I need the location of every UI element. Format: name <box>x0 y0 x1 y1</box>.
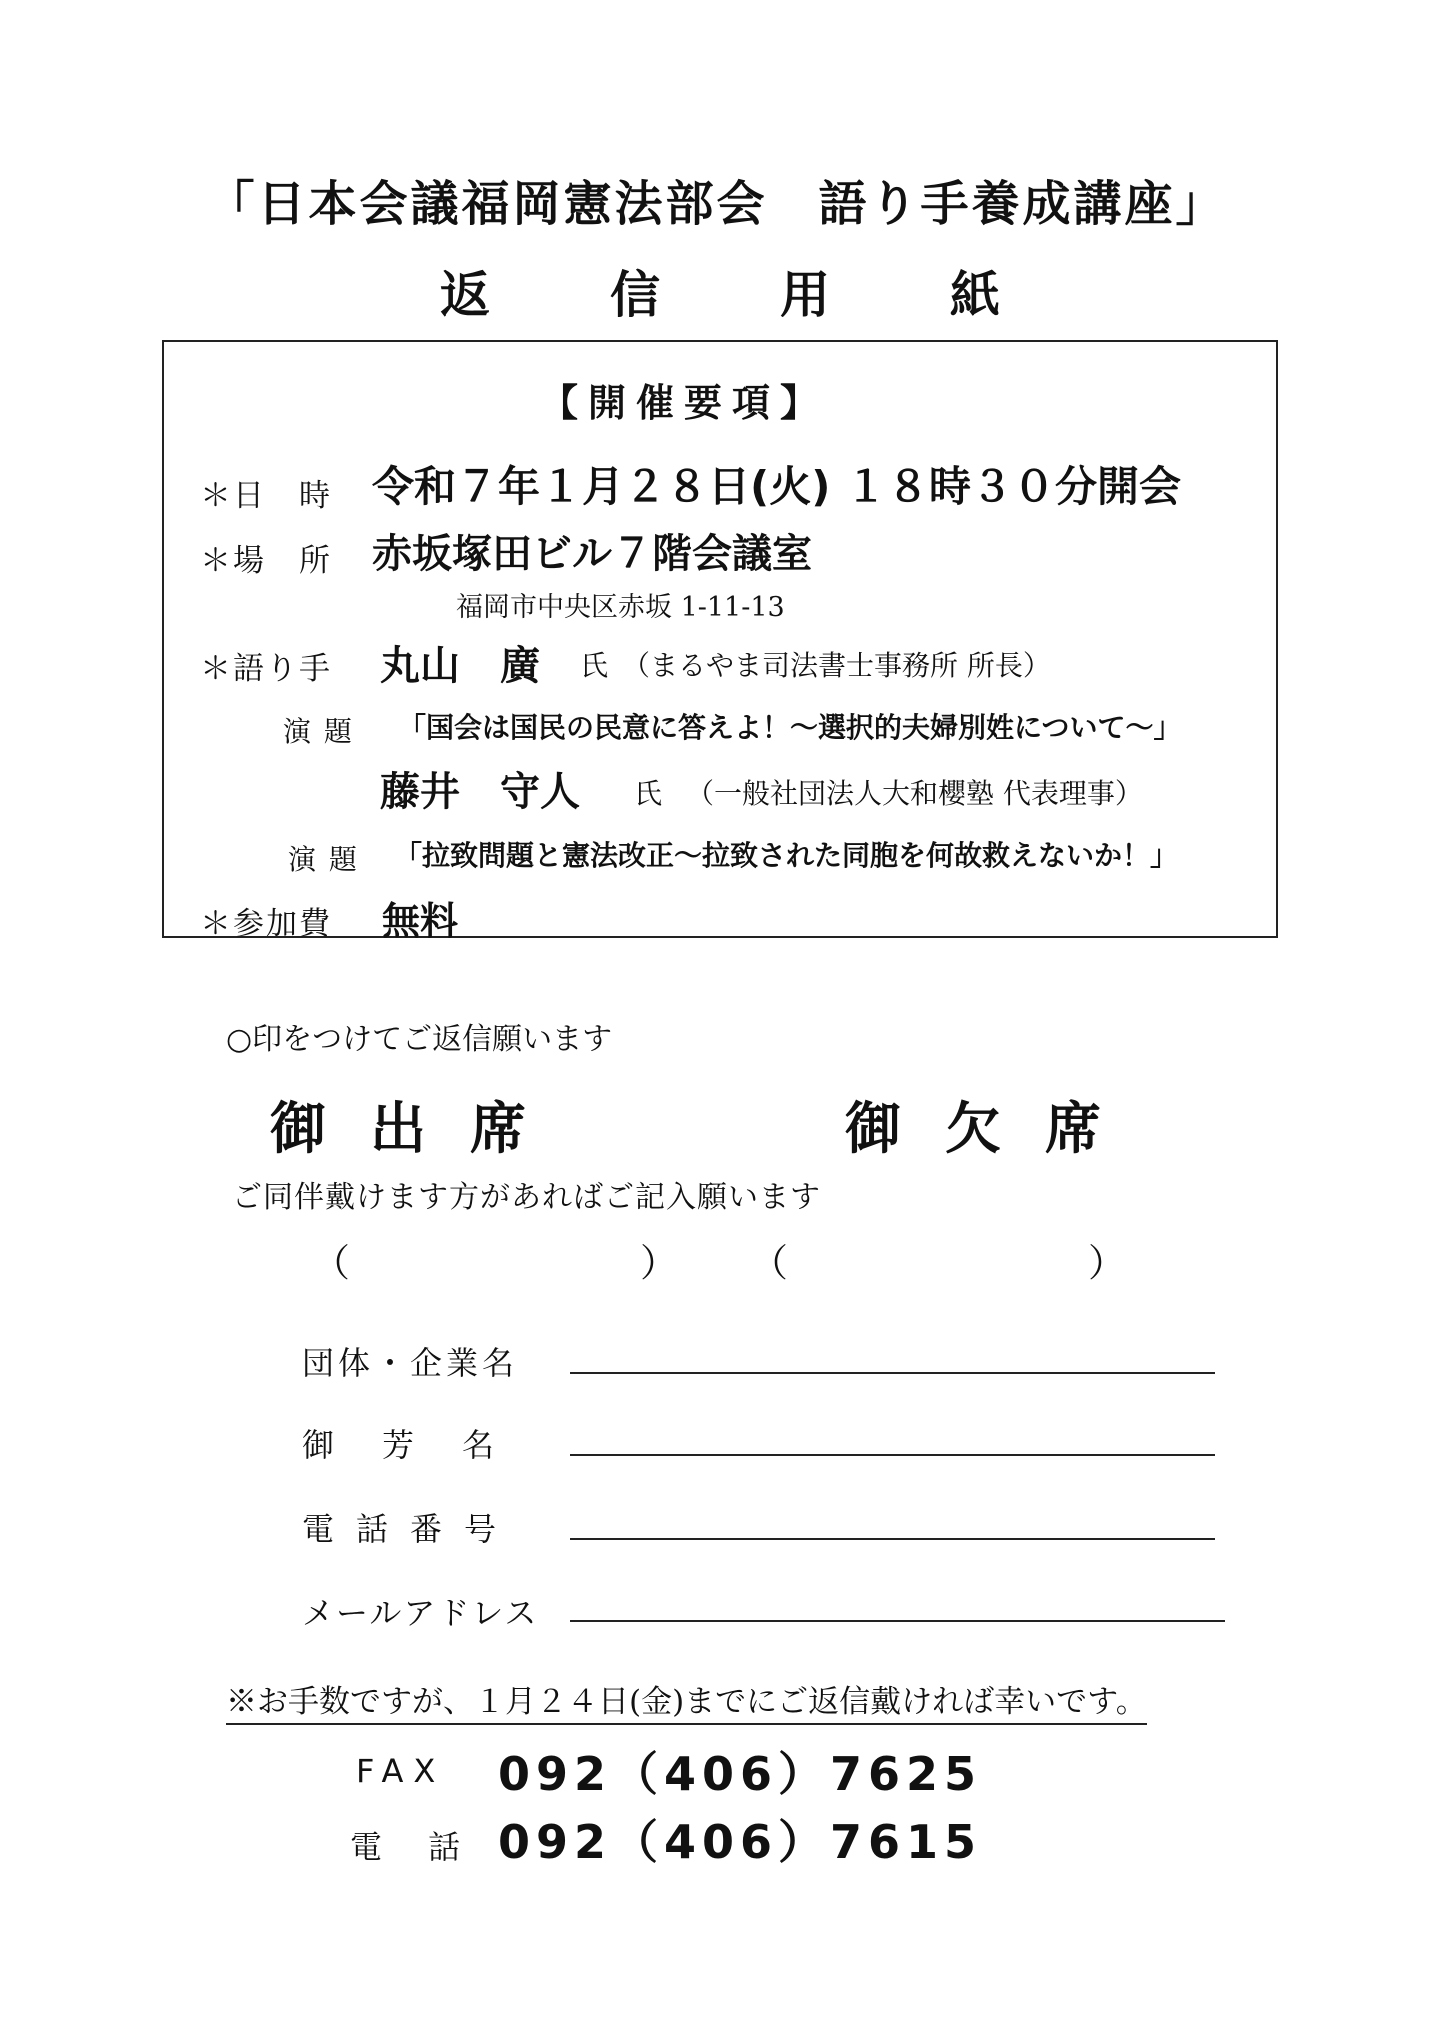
speaker1-suffix: 氏 <box>580 649 609 682</box>
companion-note: ご同伴戴けます方があればご記入願います <box>232 1180 821 1215</box>
fax-number: 092（406）7625 <box>498 1747 983 1801</box>
tel-label: 電 話 <box>350 1828 479 1866</box>
phone-label: 電話番号 <box>302 1510 519 1548</box>
absent-option[interactable]: 御欠席 <box>845 1096 1145 1162</box>
name-label: 御芳名 <box>302 1426 543 1464</box>
topic1-value: 「国会は国民の民意に答えよ！～選択的夫婦別姓について～」 <box>398 711 1182 744</box>
org-label: 団体・企業名 <box>302 1344 519 1382</box>
speaker-label: ＊語り手 <box>200 651 332 687</box>
tel-number: 092（406）7615 <box>498 1815 983 1869</box>
subtitle-char: 用 <box>780 265 830 324</box>
companion1-close-paren: ） <box>640 1241 679 1285</box>
companion1-field[interactable] <box>360 1246 640 1286</box>
subtitle-char: 返 <box>440 265 490 324</box>
name-field[interactable] <box>570 1454 1215 1456</box>
fee-value: 無料 <box>382 899 459 943</box>
fee-label: ＊参加費 <box>200 906 332 942</box>
date-label: ＊日 時 <box>200 478 332 514</box>
speaker2-affiliation: （一般社団法人大和櫻塾 代表理事） <box>686 777 1143 810</box>
companion2-close-paren: ） <box>1088 1241 1127 1285</box>
speaker1-name: 丸山 廣 <box>380 643 540 689</box>
place-label: ＊場 所 <box>200 543 332 579</box>
reply-instruction: ○印をつけてご返信願います <box>226 1022 613 1057</box>
document-title: 「日本会議福岡憲法部会 語り手養成講座」 <box>206 176 1227 232</box>
date-value: 令和７年１月２８日(火) １８時３０分開会 <box>372 462 1182 511</box>
companion1-open-paren: （ <box>312 1241 351 1285</box>
topic1-label: 演 題 <box>283 715 354 748</box>
place-value: 赤坂塚田ビル７階会議室 <box>372 531 812 577</box>
fax-label: FAX <box>356 1752 446 1790</box>
companion2-field[interactable] <box>800 1246 1090 1286</box>
topic2-label: 演 題 <box>288 843 359 876</box>
speaker2-suffix: 氏 <box>634 777 663 810</box>
details-heading: 【開催要項】 <box>540 381 829 425</box>
topic2-value: 「拉致問題と憲法改正～拉致された同胞を何故救えないか！」 <box>394 839 1179 872</box>
deadline-note: ※お手数ですが、１月２４日(金)までにご返信戴ければ幸いです。 <box>226 1676 1147 1725</box>
attend-option[interactable]: 御出席 <box>270 1096 570 1162</box>
place-address: 福岡市中央区赤坂 1-11-13 <box>456 592 785 623</box>
email-field[interactable] <box>570 1620 1225 1622</box>
subtitle-char: 信 <box>610 265 660 324</box>
speaker2-name: 藤井 守人 <box>380 769 580 815</box>
companion2-open-paren: （ <box>750 1241 789 1285</box>
speaker1-affiliation: （まるやま司法書士事務所 所長） <box>622 649 1051 682</box>
email-label: メールアドレス <box>302 1594 539 1632</box>
document-subtitle <box>440 255 1000 327</box>
org-field[interactable] <box>570 1372 1215 1374</box>
phone-field[interactable] <box>570 1538 1215 1540</box>
subtitle-char: 紙 <box>950 265 1000 324</box>
